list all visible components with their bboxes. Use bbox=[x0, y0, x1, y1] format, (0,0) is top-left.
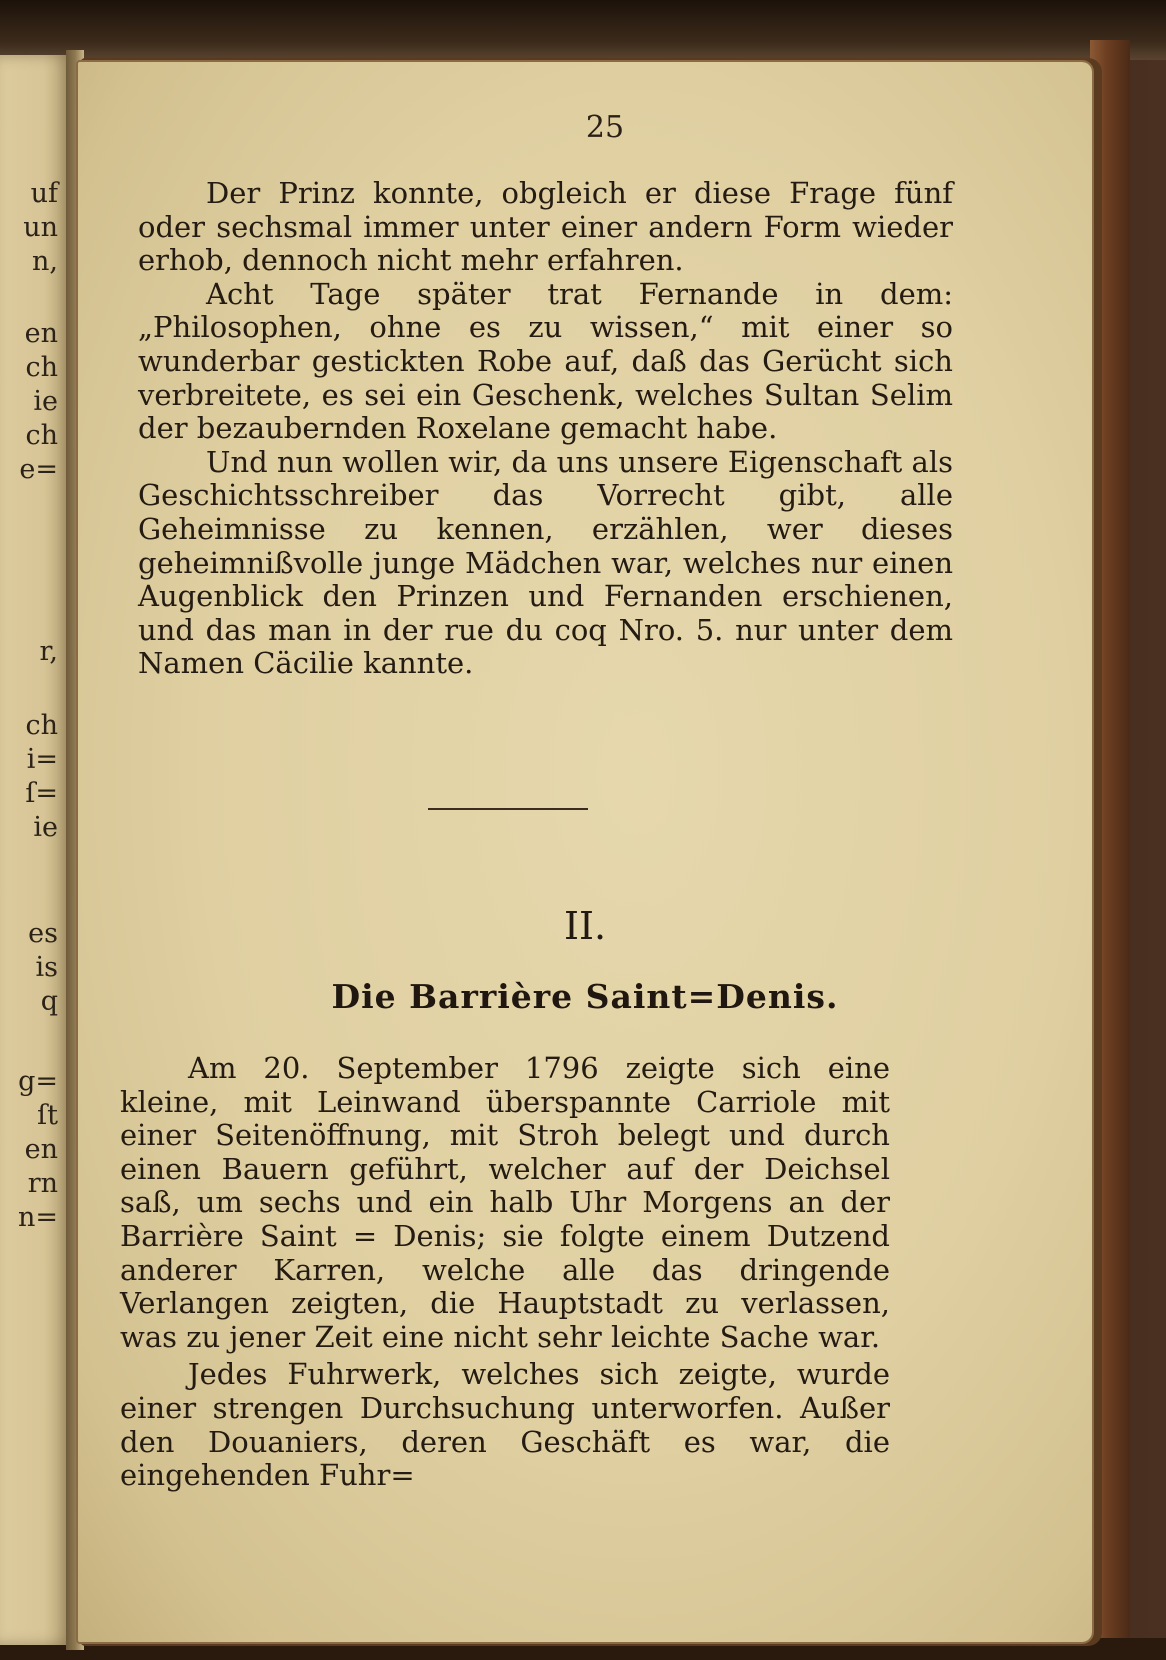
left-fragment: n= bbox=[17, 1202, 58, 1233]
left-fragment: ſt bbox=[37, 1100, 58, 1131]
left-fragment: g= bbox=[18, 1066, 58, 1097]
left-fragment: ch bbox=[25, 710, 58, 741]
left-fragment: i= bbox=[26, 744, 58, 775]
right-page bbox=[78, 62, 1092, 1642]
left-fragment: q bbox=[40, 986, 58, 1017]
page-number: 25 bbox=[585, 110, 625, 145]
left-page-text-fragments bbox=[0, 0, 64, 1660]
left-fragment: ie bbox=[33, 386, 58, 417]
top-text-block bbox=[138, 177, 953, 681]
left-fragment: un bbox=[23, 212, 58, 243]
left-fragment: rn bbox=[27, 1168, 58, 1199]
left-fragment: e= bbox=[19, 454, 58, 485]
left-fragment: uf bbox=[30, 178, 58, 209]
left-fragment: ſ= bbox=[25, 778, 58, 809]
chapter-number: II. bbox=[563, 904, 607, 948]
paragraph: Jedes Fuhrwerk, welches sich zeigte, wurde einer strengen Durchsuchung unterworfen. Außer den Douaniers, deren Geschäft es war, die eingehenden Fuhr= bbox=[120, 1357, 890, 1493]
left-fragment: n, bbox=[32, 246, 58, 277]
left-fragment: r, bbox=[39, 636, 58, 667]
paragraph: Der Prinz konnte, obgleich er diese Frage fünf oder sechsmal immer unter einer andern Form wieder erhob, dennoch nicht mehr erfahren. bbox=[138, 176, 953, 278]
left-fragment: en bbox=[24, 1134, 58, 1165]
paragraph: Und nun wollen wir, da uns unsere Eigenschaft als Geschichtsschreiber das Vorrecht gibt, alle Geheimnisse zu kennen, erzählen, wer dieses geheimnißvolle junge Mädchen war, welches nur einen Augenblick den Prinzen und Fernanden erschienen, und das man in der rue du coq Nro. 5. nur unter dem Namen Cäcilie kannte. bbox=[138, 444, 953, 681]
left-fragment: ch bbox=[25, 420, 58, 451]
chapter-title: Die Barrière Saint=Denis. bbox=[331, 977, 839, 1016]
left-fragment: es bbox=[28, 918, 58, 949]
bottom-text-block bbox=[120, 1052, 890, 1493]
paragraph: Am 20. September 1796 zeigte sich eine kleine, mit Leinwand überspannte Carriole mit einer Seitenöffnung, mit Stroh belegt und durch einen Bauern geführt, welcher auf der Deichsel saß, um sechs und ein halb Uhr Morgens an der Barrière Saint = Denis; sie folgte einem Dutzend anderer Karren, welche alle das dringende Verlangen zeigten, die Hauptstadt zu verlassen, was zu jener Zeit eine nicht sehr leichte Sache war. bbox=[120, 1051, 890, 1354]
left-fragment: en bbox=[24, 318, 58, 349]
book-binding-top bbox=[0, 0, 1166, 60]
left-fragment: ch bbox=[25, 352, 58, 383]
section-divider bbox=[428, 808, 588, 810]
left-fragment: ie bbox=[33, 812, 58, 843]
left-fragment: is bbox=[35, 952, 58, 983]
paragraph: Acht Tage später trat Fernande in dem: „Philosophen, ohne es zu wissen,“ mit einer so wunderbar gestickten Robe auf, daß das Gerücht sich verbreitete, es sei ein Geschenk, welches Sultan Selim der bezaubernden Roxelane gemacht habe. bbox=[138, 276, 953, 446]
book-cover-edge bbox=[1090, 40, 1130, 1650]
